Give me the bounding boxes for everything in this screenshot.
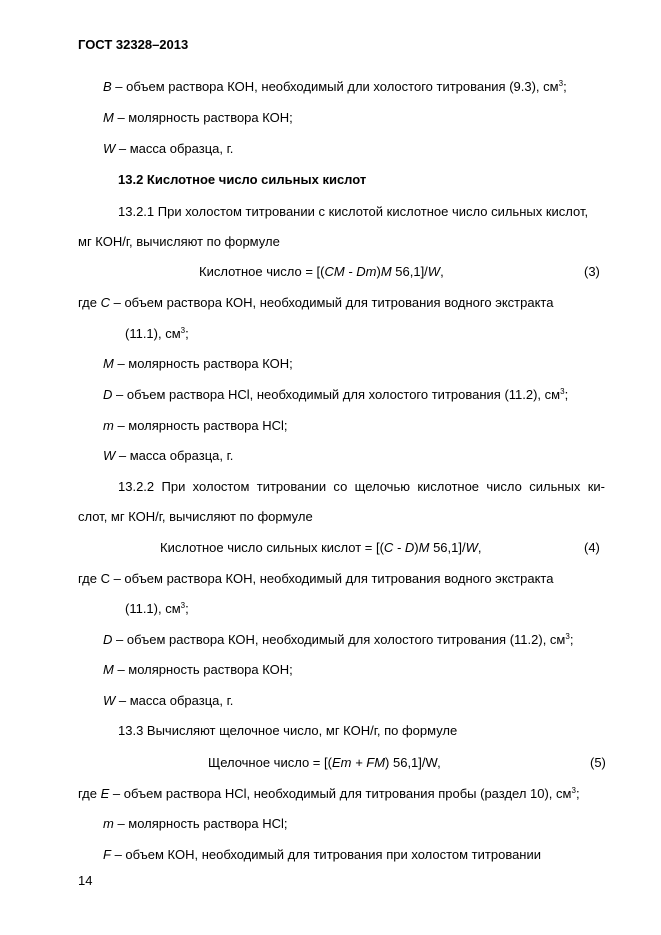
formula-5-number: (5) (590, 755, 606, 770)
document-header: ГОСТ 32328–2013 (78, 37, 189, 52)
definition-c-cont: (11.1), $см^3$; (125, 326, 189, 341)
definition-w-3: W – масса образца, г. (103, 693, 234, 708)
definition-m-small: m – молярность раствора НСl; (103, 418, 288, 433)
formula-3-number: (3) (584, 264, 600, 279)
definition-c-2: где С – объем раствора КОН, необходимый для титрования водного экстракта (78, 571, 554, 586)
definition-m-small-2: m – молярность раствора НСl; (103, 816, 288, 831)
definition-m-3: M – молярность раствора КОН; (103, 662, 293, 677)
page-number: 14 (78, 873, 93, 888)
formula-3: Кислотное число = [(CM - Dm)M 56,1]/W, (199, 264, 444, 279)
section-heading-13-2: 13.2 Кислотное число сильных кислот (118, 172, 367, 187)
paragraph-13-2-2-cont: слот, мг КОН/г, вычисляют по формуле (78, 509, 313, 524)
formula-4: Кислотное число сильных кислот = [(C - D)M 56,1]/W, (160, 540, 482, 555)
paragraph-13-2-1: 13.2.1 При холостом титровании с кислотой кислотное число сильных кислот, (118, 204, 589, 219)
formula-5: Щелочное число = [(Em + FM) 56,1]/W, (208, 755, 441, 770)
paragraph-13-2-1-cont: мг КОН/г, вычисляют по формуле (78, 234, 280, 249)
definition-b: B – объем раствора КОН, необходимый дли холостого титрования (9.3), $см^3$; (103, 79, 567, 94)
definition-m-2: M – молярность раствора КОН; (103, 356, 293, 371)
paragraph-13-3: 13.3 Вычисляют щелочное число, мг КОН/г, по формуле (118, 723, 458, 738)
definition-d: D – объем раствора НСl, необходимый для холостого титрования (11.2), $см^3$; (103, 387, 569, 402)
definition-c: где C – объем раствора КОН, необходимый для титрования водного экстракта (78, 295, 554, 310)
definition-d-2: D – объем раствора КОН, необходимый для холостого титрования (11.2), $см^3$; (103, 632, 574, 647)
definition-f: F – объем КОН, необходимый для титрования при холостом титровании (103, 847, 542, 862)
paragraph-13-2-2: 13.2.2 При холостом титровании со щелочью кислотное число сильных ки- (118, 479, 605, 494)
definition-e: где E – объем раствора НСl, необходимый для титрования пробы (раздел 10), $см^3$; (78, 786, 580, 801)
definition-w-2: W – масса образца, г. (103, 448, 234, 463)
definition-w: W – масса образца, г. (103, 141, 234, 156)
definition-m: M – молярность раствора КОН; (103, 110, 293, 125)
definition-c-2-cont: (11.1), $см^3$; (125, 601, 189, 616)
formula-4-number: (4) (584, 540, 600, 555)
